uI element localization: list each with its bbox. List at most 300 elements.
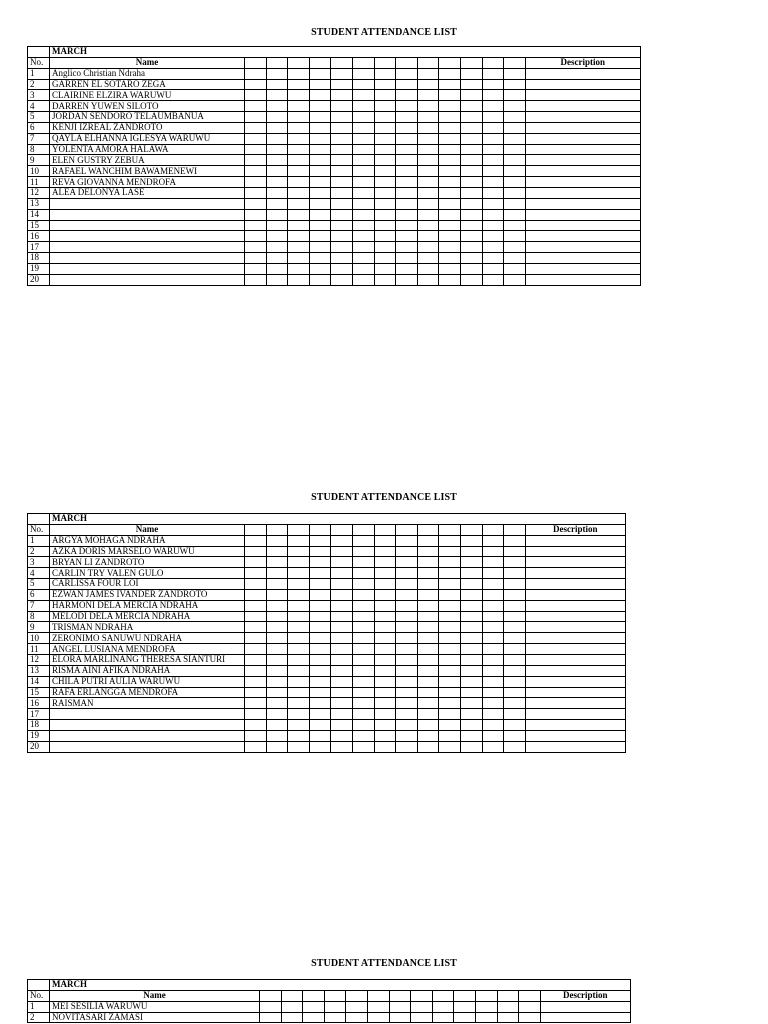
table-row <box>28 220 641 231</box>
attendance-cell <box>482 698 504 709</box>
row-number: 14 <box>28 676 50 687</box>
table-row <box>28 709 626 720</box>
attendance-cell <box>374 730 396 741</box>
row-number: 3 <box>28 90 50 101</box>
attendance-cell <box>374 242 396 253</box>
attendance-cell <box>352 133 374 144</box>
attendance-cell <box>309 253 331 264</box>
attendance-cell <box>374 709 396 720</box>
description-cell <box>525 68 640 79</box>
attendance-cell <box>309 730 331 741</box>
attendance-cell <box>439 611 461 622</box>
header-name: Name <box>50 990 260 1001</box>
row-number: 6 <box>28 122 50 133</box>
attendance-cell <box>266 589 288 600</box>
attendance-cell <box>245 68 267 79</box>
attendance-cell <box>309 665 331 676</box>
attendance-cell <box>245 79 267 90</box>
attendance-cell <box>266 535 288 546</box>
student-name: REVA GIOVANNA MENDROFA <box>50 177 245 188</box>
month-row <box>28 514 626 525</box>
attendance-cell <box>417 709 439 720</box>
attendance-cell <box>309 198 331 209</box>
attendance-cell <box>331 101 353 112</box>
row-number: 17 <box>28 709 50 720</box>
attendance-cell <box>245 253 267 264</box>
attendance-cell <box>352 242 374 253</box>
header-day-cell <box>260 990 282 1001</box>
student-name: ELEN GUSTRY ZEBUA <box>50 155 245 166</box>
attendance-cell <box>288 633 310 644</box>
attendance-cell <box>374 231 396 242</box>
header-day-cell <box>460 524 482 535</box>
header-row <box>28 990 631 1001</box>
attendance-cell <box>417 122 439 133</box>
attendance-cell <box>417 622 439 633</box>
student-name: ZERONIMO SANUWU NDRAHA <box>50 633 245 644</box>
attendance-cell <box>288 209 310 220</box>
attendance-cell <box>266 198 288 209</box>
header-day-cell <box>417 57 439 68</box>
attendance-cell <box>460 90 482 101</box>
table-row <box>28 644 626 655</box>
student-name: CARLIN TRY VALEN GULO <box>50 568 245 579</box>
attendance-cell <box>460 676 482 687</box>
table-row <box>28 101 641 112</box>
attendance-cell <box>417 166 439 177</box>
attendance-cell <box>309 557 331 568</box>
attendance-cell <box>331 133 353 144</box>
attendance-cell <box>504 730 526 741</box>
attendance-cell <box>374 112 396 123</box>
attendance-cell <box>439 274 461 285</box>
attendance-cell <box>288 166 310 177</box>
attendance-cell <box>396 90 418 101</box>
student-name: RAISMAN <box>50 698 245 709</box>
header-day-cell <box>352 524 374 535</box>
attendance-cell <box>266 687 288 698</box>
attendance-cell <box>288 654 310 665</box>
attendance-cell <box>439 730 461 741</box>
attendance-cell <box>417 90 439 101</box>
description-cell <box>525 720 625 731</box>
header-day-cell <box>504 524 526 535</box>
attendance-cell <box>309 535 331 546</box>
attendance-cell <box>331 122 353 133</box>
attendance-cell <box>396 633 418 644</box>
attendance-cell <box>309 90 331 101</box>
attendance-cell <box>245 155 267 166</box>
attendance-cell <box>331 263 353 274</box>
attendance-cell <box>309 720 331 731</box>
student-name: QAYLA ELHANNA IGLESYA WARUWU <box>50 133 245 144</box>
description-cell <box>525 144 640 155</box>
attendance-cell <box>417 112 439 123</box>
attendance-cell <box>288 198 310 209</box>
row-number: 19 <box>28 263 50 274</box>
month-no-blank <box>28 47 50 58</box>
row-number: 13 <box>28 665 50 676</box>
attendance-cell <box>288 579 310 590</box>
attendance-cell <box>374 101 396 112</box>
table-row <box>28 112 641 123</box>
header-day-cell <box>266 57 288 68</box>
attendance-cell <box>346 1001 368 1012</box>
table-row <box>28 622 626 633</box>
attendance-cell <box>352 198 374 209</box>
attendance-cell <box>460 741 482 752</box>
attendance-cell <box>266 611 288 622</box>
attendance-cell <box>367 1001 389 1012</box>
description-cell <box>525 698 625 709</box>
attendance-cell <box>352 665 374 676</box>
attendance-cell <box>260 1012 282 1023</box>
attendance-cell <box>331 209 353 220</box>
table-row <box>28 274 641 285</box>
attendance-cell <box>411 1001 433 1012</box>
attendance-cell <box>331 177 353 188</box>
description-cell <box>540 1001 630 1012</box>
attendance-cell <box>331 79 353 90</box>
attendance-cell <box>482 622 504 633</box>
header-day-cell <box>324 990 346 1001</box>
row-number: 20 <box>28 274 50 285</box>
attendance-cell <box>439 68 461 79</box>
table-row <box>28 155 641 166</box>
attendance-cell <box>482 79 504 90</box>
attendance-cell <box>374 155 396 166</box>
attendance-cell <box>482 101 504 112</box>
attendance-cell <box>288 665 310 676</box>
attendance-cell <box>482 720 504 731</box>
attendance-cell <box>396 274 418 285</box>
attendance-cell <box>309 133 331 144</box>
header-no: No. <box>28 524 50 535</box>
attendance-cell <box>309 654 331 665</box>
attendance-cell <box>331 546 353 557</box>
attendance-cell <box>352 557 374 568</box>
row-number: 6 <box>28 589 50 600</box>
attendance-cell <box>374 274 396 285</box>
attendance-cell <box>504 242 526 253</box>
row-number: 10 <box>28 166 50 177</box>
description-cell <box>525 600 625 611</box>
attendance-cell <box>288 187 310 198</box>
attendance-cell <box>396 144 418 155</box>
attendance-cell <box>482 198 504 209</box>
attendance-cell <box>417 720 439 731</box>
row-number: 5 <box>28 112 50 123</box>
attendance-cell <box>482 557 504 568</box>
description-cell <box>525 101 640 112</box>
attendance-cell <box>519 1001 541 1012</box>
attendance-table <box>27 46 641 286</box>
attendance-cell <box>245 242 267 253</box>
attendance-cell <box>374 741 396 752</box>
attendance-cell <box>417 263 439 274</box>
header-day-cell <box>266 524 288 535</box>
attendance-cell <box>482 687 504 698</box>
header-day-cell <box>396 57 418 68</box>
attendance-cell <box>352 644 374 655</box>
attendance-cell <box>352 579 374 590</box>
attendance-cell <box>439 622 461 633</box>
attendance-cell <box>396 557 418 568</box>
attendance-cell <box>439 187 461 198</box>
attendance-cell <box>374 568 396 579</box>
attendance-cell <box>439 568 461 579</box>
attendance-cell <box>346 1012 368 1023</box>
attendance-cell <box>432 1012 454 1023</box>
attendance-cell <box>439 133 461 144</box>
attendance-cell <box>245 676 267 687</box>
attendance-cell <box>439 112 461 123</box>
attendance-cell <box>396 220 418 231</box>
header-day-cell <box>454 990 476 1001</box>
student-name <box>50 242 245 253</box>
student-name: CHILA PUTRI AULIA WARUWU <box>50 676 245 687</box>
attendance-cell <box>266 622 288 633</box>
attendance-cell <box>460 144 482 155</box>
attendance-cell <box>352 720 374 731</box>
table-row <box>28 166 641 177</box>
attendance-cell <box>439 741 461 752</box>
attendance-cell <box>396 263 418 274</box>
attendance-cell <box>245 730 267 741</box>
attendance-cell <box>288 687 310 698</box>
header-day-cell <box>475 990 497 1001</box>
month-no-blank <box>28 980 50 991</box>
attendance-cell <box>288 589 310 600</box>
attendance-cell <box>309 112 331 123</box>
student-name: TRISMAN NDRAHA <box>50 622 245 633</box>
attendance-cell <box>309 79 331 90</box>
attendance-cell <box>309 633 331 644</box>
attendance-cell <box>417 665 439 676</box>
attendance-cell <box>288 274 310 285</box>
student-name <box>50 274 245 285</box>
attendance-cell <box>417 730 439 741</box>
header-day-cell <box>309 524 331 535</box>
header-day-cell <box>504 57 526 68</box>
header-day-cell <box>281 990 303 1001</box>
description-cell <box>525 177 640 188</box>
attendance-cell <box>374 198 396 209</box>
table-row <box>28 633 626 644</box>
attendance-cell <box>288 231 310 242</box>
attendance-cell <box>460 622 482 633</box>
attendance-cell <box>454 1001 476 1012</box>
description-cell <box>525 622 625 633</box>
attendance-cell <box>245 198 267 209</box>
attendance-cell <box>482 676 504 687</box>
attendance-cell <box>245 687 267 698</box>
attendance-cell <box>309 709 331 720</box>
attendance-cell <box>417 177 439 188</box>
attendance-cell <box>288 177 310 188</box>
attendance-cell <box>460 557 482 568</box>
attendance-cell <box>460 177 482 188</box>
header-day-cell <box>367 990 389 1001</box>
attendance-cell <box>482 68 504 79</box>
row-number: 1 <box>28 1001 50 1012</box>
attendance-cell <box>288 568 310 579</box>
student-name <box>50 730 245 741</box>
attendance-cell <box>288 676 310 687</box>
attendance-cell <box>411 1012 433 1023</box>
attendance-cell <box>396 600 418 611</box>
table-row <box>28 198 641 209</box>
attendance-cell <box>352 263 374 274</box>
attendance-cell <box>245 600 267 611</box>
attendance-cell <box>281 1012 303 1023</box>
header-day-cell <box>331 524 353 535</box>
student-name: AZKA DORIS MARSELO WARUWU <box>50 546 245 557</box>
attendance-cell <box>352 600 374 611</box>
attendance-cell <box>396 579 418 590</box>
month-label: MARCH <box>50 514 626 525</box>
description-cell <box>525 274 640 285</box>
header-day-cell <box>482 57 504 68</box>
attendance-cell <box>504 633 526 644</box>
student-name: BRYAN LI ZANDROTO <box>50 557 245 568</box>
attendance-cell <box>417 198 439 209</box>
row-number: 20 <box>28 741 50 752</box>
attendance-cell <box>266 665 288 676</box>
attendance-cell <box>288 557 310 568</box>
attendance-cell <box>352 177 374 188</box>
header-day-cell <box>352 57 374 68</box>
attendance-cell <box>245 209 267 220</box>
attendance-cell <box>396 133 418 144</box>
attendance-cell <box>504 698 526 709</box>
attendance-cell <box>396 698 418 709</box>
attendance-cell <box>245 579 267 590</box>
attendance-cell <box>374 644 396 655</box>
attendance-cell <box>504 112 526 123</box>
description-cell <box>525 579 625 590</box>
attendance-cell <box>309 101 331 112</box>
attendance-cell <box>266 644 288 655</box>
attendance-cell <box>504 101 526 112</box>
attendance-cell <box>352 654 374 665</box>
attendance-cell <box>331 698 353 709</box>
attendance-cell <box>439 676 461 687</box>
attendance-cell <box>417 741 439 752</box>
header-name: Name <box>50 57 245 68</box>
row-number: 18 <box>28 253 50 264</box>
student-name <box>50 709 245 720</box>
attendance-cell <box>482 709 504 720</box>
student-name <box>50 263 245 274</box>
student-name: ARGYA MOHAGA NDRAHA <box>50 535 245 546</box>
attendance-cell <box>482 546 504 557</box>
header-no: No. <box>28 990 50 1001</box>
attendance-cell <box>417 187 439 198</box>
attendance-cell <box>266 654 288 665</box>
attendance-cell <box>266 600 288 611</box>
attendance-cell <box>245 720 267 731</box>
attendance-cell <box>374 676 396 687</box>
attendance-cell <box>331 741 353 752</box>
attendance-cell <box>460 644 482 655</box>
attendance-cell <box>374 589 396 600</box>
table-row <box>28 654 626 665</box>
attendance-cell <box>439 242 461 253</box>
attendance-cell <box>504 622 526 633</box>
attendance-cell <box>352 187 374 198</box>
attendance-cell <box>460 665 482 676</box>
attendance-cell <box>439 220 461 231</box>
student-name <box>50 209 245 220</box>
table-row <box>28 589 626 600</box>
attendance-cell <box>417 535 439 546</box>
attendance-cell <box>475 1012 497 1023</box>
attendance-cell <box>396 687 418 698</box>
attendance-cell <box>309 242 331 253</box>
header-no: No. <box>28 57 50 68</box>
attendance-cell <box>374 177 396 188</box>
attendance-cell <box>482 741 504 752</box>
attendance-cell <box>460 112 482 123</box>
description-cell <box>525 220 640 231</box>
attendance-cell <box>266 209 288 220</box>
attendance-cell <box>288 242 310 253</box>
attendance-cell <box>417 611 439 622</box>
description-cell <box>525 209 640 220</box>
attendance-cell <box>245 654 267 665</box>
attendance-cell <box>396 187 418 198</box>
attendance-cell <box>439 698 461 709</box>
row-number: 14 <box>28 209 50 220</box>
student-name: MELODI DELA MERCIA NDRAHA <box>50 611 245 622</box>
attendance-cell <box>331 220 353 231</box>
row-number: 17 <box>28 242 50 253</box>
attendance-cell <box>396 112 418 123</box>
attendance-cell <box>482 611 504 622</box>
description-cell <box>525 122 640 133</box>
description-cell <box>525 557 625 568</box>
attendance-cell <box>331 90 353 101</box>
student-name <box>50 253 245 264</box>
attendance-cell <box>288 220 310 231</box>
header-day-cell <box>519 990 541 1001</box>
attendance-cell <box>460 166 482 177</box>
attendance-cell <box>417 557 439 568</box>
attendance-cell <box>417 79 439 90</box>
attendance-cell <box>309 274 331 285</box>
attendance-cell <box>288 122 310 133</box>
attendance-cell <box>352 253 374 264</box>
description-cell <box>525 231 640 242</box>
attendance-cell <box>417 68 439 79</box>
attendance-cell <box>389 1001 411 1012</box>
attendance-cell <box>303 1012 325 1023</box>
description-cell <box>525 187 640 198</box>
description-cell <box>525 198 640 209</box>
attendance-cell <box>439 101 461 112</box>
attendance-cell <box>266 709 288 720</box>
attendance-cell <box>331 654 353 665</box>
description-cell <box>525 535 625 546</box>
attendance-cell <box>245 231 267 242</box>
header-day-cell <box>432 990 454 1001</box>
attendance-cell <box>396 155 418 166</box>
attendance-cell <box>374 546 396 557</box>
attendance-cell <box>309 741 331 752</box>
header-day-cell <box>245 57 267 68</box>
table-row <box>28 687 626 698</box>
